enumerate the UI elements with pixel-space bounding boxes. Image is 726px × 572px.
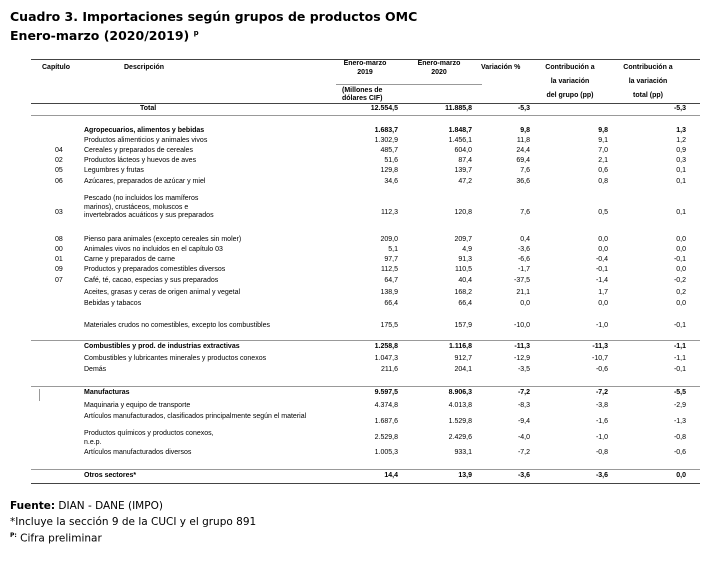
row-value-2020: 1.116,8 [449, 343, 472, 350]
row-contrib-total: 1,2 [676, 137, 686, 144]
row-contrib-total: -0,1 [673, 322, 686, 329]
title-superscript: p [193, 28, 199, 37]
header-2019-a: Enero-marzo [343, 60, 387, 67]
row-value-2019: 1.047,3 [374, 355, 398, 362]
row-contrib-total: -2,9 [673, 402, 686, 409]
row-value-2019: 129,8 [380, 167, 398, 174]
row-contrib-grupo: 0,0 [598, 236, 608, 243]
row-contrib-grupo: 0,5 [598, 209, 608, 216]
row-value-2020: 8.906,3 [448, 389, 472, 396]
row-descripcion: Combustibles y prod. de industrias extractivas [84, 343, 240, 350]
row-contrib-total: 0,0 [676, 472, 686, 479]
row-value-2019: 9.597,5 [374, 389, 398, 396]
header-contrib-total-c: total (pp) [633, 92, 663, 99]
total-variacion: -5,3 [517, 105, 530, 112]
row-value-2019: 5,1 [388, 246, 398, 253]
row-capitulo: 07 [55, 277, 63, 284]
row-descripcion: Productos químicos y productos conexos, n.e.p. [84, 430, 214, 446]
row-value-2019: 175,5 [380, 322, 398, 329]
row-descripcion: Materiales crudos no comestibles, excepto los combustibles [84, 322, 270, 329]
row-contrib-total: 0,1 [676, 178, 686, 185]
section-rule [31, 340, 700, 341]
row-capitulo: 02 [55, 157, 63, 164]
row-variacion: 21,1 [516, 289, 530, 296]
row-value-2019: 112,5 [381, 266, 398, 273]
row-contrib-grupo: 7,0 [598, 147, 608, 154]
footer-prelim-sup: P: [10, 532, 17, 539]
row-descripcion: Demás [84, 366, 107, 373]
row-capitulo: 03 [55, 209, 63, 216]
header-capitulo: Capítulo [42, 64, 70, 71]
header-units-rule [336, 84, 482, 85]
row-descripcion: Agropecuarios, alimentos y bebidas [84, 127, 205, 134]
row-capitulo: 06 [55, 178, 63, 185]
row-contrib-grupo: -1,6 [595, 418, 608, 425]
footer-note: *Incluye la sección 9 de la CUCI y el grupo 891 [10, 516, 257, 528]
table-title [10, 9, 417, 24]
row-descripcion: Legumbres y frutas [84, 167, 144, 174]
row-variacion: 69,4 [516, 157, 530, 164]
header-units-b: dólares CIF) [342, 95, 383, 102]
row-value-2019: 66,4 [384, 300, 398, 307]
row-value-2020: 204,1 [454, 366, 472, 373]
row-contrib-grupo: 9,8 [598, 127, 608, 134]
row-contrib-total: 0,0 [676, 300, 686, 307]
row-variacion: -7,2 [517, 449, 530, 456]
row-contrib-total: 1,3 [676, 127, 686, 134]
row-variacion: -37,5 [514, 277, 530, 284]
row-contrib-total: -1,3 [673, 418, 686, 425]
row-descripcion: Productos y preparados comestibles diversos [84, 266, 226, 273]
row-variacion: 11,8 [516, 137, 530, 144]
row-descripcion: Artículos manufacturados, clasificados principalmente según el material [84, 413, 307, 420]
row-contrib-total: -5,5 [673, 389, 686, 396]
row-value-2020: 1.848,7 [448, 127, 472, 134]
row-contrib-grupo: -0,1 [595, 266, 608, 273]
row-variacion: -3,5 [517, 366, 530, 373]
row-contrib-total: 0,1 [676, 167, 686, 174]
row-contrib-total: -1,1 [673, 355, 686, 362]
title-line-2: Enero-marzo (2020/2019) [10, 28, 190, 43]
section-rule [31, 386, 700, 387]
row-value-2020: 91,3 [458, 256, 472, 263]
row-variacion: -3,6 [517, 246, 530, 253]
row-value-2019: 2.529,8 [374, 434, 398, 441]
header-2020-a: Enero-marzo [417, 60, 461, 67]
row-value-2019: 4.374,8 [374, 402, 398, 409]
row-contrib-grupo: 9,1 [598, 137, 608, 144]
row-contrib-grupo: -10,7 [592, 355, 608, 362]
row-value-2020: 209,7 [454, 236, 472, 243]
row-variacion: 24,4 [516, 147, 530, 154]
row-value-2020: 168,2 [454, 289, 472, 296]
row-variacion: -7,2 [517, 389, 530, 396]
row-contrib-total: 0,0 [676, 266, 686, 273]
row-capitulo: 08 [55, 236, 63, 243]
header-contrib-grupo-c: del grupo (pp) [546, 92, 594, 99]
total-label: Total [140, 105, 157, 112]
row-contrib-grupo: -1,0 [595, 322, 608, 329]
header-variacion: Variación % [481, 64, 521, 71]
row-variacion: -10,0 [514, 322, 530, 329]
row-variacion: 7,6 [520, 167, 530, 174]
row-variacion: -6,6 [517, 256, 530, 263]
row-contrib-total: 0,1 [676, 209, 686, 216]
footer-prelim-text: Cifra preliminar [16, 532, 102, 545]
row-contrib-grupo: 0,0 [598, 300, 608, 307]
header-contrib-grupo-b: la variación [550, 78, 590, 85]
row-value-2019: 112,3 [381, 209, 398, 216]
title-line-1: Cuadro 3. Importaciones según grupos de productos OMC [10, 9, 418, 24]
row-contrib-grupo: -0,6 [595, 366, 608, 373]
row-value-2020: 40,4 [458, 277, 472, 284]
row-value-2019: 64,7 [384, 277, 398, 284]
row-contrib-grupo: -0,4 [595, 256, 608, 263]
table-subtitle [10, 28, 199, 43]
row-value-2019: 211,6 [381, 366, 398, 373]
row-value-2019: 34,6 [384, 178, 398, 185]
row-descripcion: Productos lácteos y huevos de aves [84, 157, 197, 164]
row-contrib-grupo: -11,3 [592, 343, 608, 350]
row-value-2019: 1.005,3 [374, 449, 398, 456]
row-value-2020: 47,2 [458, 178, 472, 185]
row-value-2019: 1.683,7 [374, 127, 398, 134]
footer-source-text: DIAN - DANE (IMPO) [55, 500, 163, 512]
row-value-2020: 120,8 [454, 209, 472, 216]
row-variacion: -11,3 [514, 343, 530, 350]
row-variacion: 0,0 [520, 300, 530, 307]
row-value-2019: 14,4 [384, 472, 398, 479]
row-marker [39, 389, 40, 401]
section-rule [31, 483, 700, 484]
header-contrib-total-a: Contribución a [623, 64, 673, 71]
row-descripcion: Bebidas y tabacos [84, 300, 142, 307]
footer-source [10, 500, 163, 512]
row-value-2020: 1.529,8 [448, 418, 472, 425]
row-descripcion: Cereales y preparados de cereales [84, 147, 193, 154]
row-variacion: -9,4 [517, 418, 530, 425]
row-contrib-grupo: -3,8 [595, 402, 608, 409]
row-value-2020: 4,9 [462, 246, 472, 253]
row-contrib-grupo: 1,7 [598, 289, 608, 296]
total-contrib-total: -5,3 [673, 105, 686, 112]
row-descripcion: Manufacturas [84, 389, 130, 396]
row-value-2020: 933,1 [454, 449, 472, 456]
row-variacion: 7,6 [520, 209, 530, 216]
row-variacion: -12,9 [514, 355, 530, 362]
total-2019: 12.554,5 [370, 105, 398, 112]
row-descripcion: Carne y preparados de carne [84, 256, 176, 263]
row-variacion: -3,6 [517, 472, 530, 479]
row-value-2019: 51,6 [384, 157, 398, 164]
footer-prelim [10, 532, 102, 545]
row-contrib-total: 0,0 [676, 246, 686, 253]
header-units-a: (Millones de [342, 87, 383, 94]
row-variacion: 0,4 [520, 236, 530, 243]
row-descripcion: Café, té, cacao, especias y sus preparados [84, 277, 219, 284]
header-contrib-grupo-a: Contribución a [545, 64, 595, 71]
row-value-2019: 209,0 [380, 236, 398, 243]
row-value-2020: 2.429,6 [448, 434, 472, 441]
row-contrib-grupo: -1,4 [595, 277, 608, 284]
row-variacion: 36,6 [516, 178, 530, 185]
row-value-2020: 4.013,8 [448, 402, 472, 409]
header-descripcion: Descripción [124, 64, 165, 71]
row-contrib-total: 0,9 [676, 147, 686, 154]
row-value-2019: 1.258,8 [374, 343, 398, 350]
section-rule [31, 469, 700, 470]
row-value-2020: 157,9 [454, 322, 472, 329]
row-value-2020: 912,7 [454, 355, 472, 362]
row-descripcion: Aceites, grasas y ceras de origen animal y vegetal [84, 289, 241, 296]
row-variacion: -1,7 [517, 266, 530, 273]
row-contrib-total: -1,1 [673, 343, 686, 350]
header-2019-b: 2019 [357, 69, 373, 76]
row-value-2019: 485,7 [380, 147, 398, 154]
row-value-2020: 604,0 [454, 147, 472, 154]
row-contrib-total: 0,3 [676, 157, 686, 164]
row-contrib-grupo: -3,6 [595, 472, 608, 479]
row-contrib-total: -0,2 [673, 277, 686, 284]
row-contrib-total: 0,2 [676, 289, 686, 296]
row-descripcion: Otros sectores* [84, 472, 137, 479]
row-contrib-total: -0,1 [673, 256, 686, 263]
row-descripcion: Maquinaria y equipo de transporte [84, 402, 191, 409]
row-descripcion: Azúcares, preparados de azúcar y miel [84, 178, 206, 185]
row-descripcion: Pienso para animales (excepto cereales sin moler) [84, 236, 242, 243]
row-contrib-total: -0,8 [673, 434, 686, 441]
row-capitulo: 04 [55, 147, 63, 154]
row-variacion: 9,8 [520, 127, 530, 134]
total-2020: 11.885,8 [445, 105, 472, 112]
header-2020-b: 2020 [431, 69, 447, 76]
row-contrib-grupo: 0,8 [598, 178, 608, 185]
footer-source-label: Fuente: [10, 500, 56, 512]
row-value-2020: 13,9 [458, 472, 472, 479]
row-contrib-grupo: 0,0 [598, 246, 608, 253]
total-bottom-rule [31, 115, 700, 116]
row-value-2020: 87,4 [458, 157, 472, 164]
row-variacion: -4,0 [517, 434, 530, 441]
row-contrib-total: -0,1 [673, 366, 686, 373]
row-descripcion: Pescado (no incluidos los mamíferos marinos), crustáceos, moluscos e invertebrados acuáticos y sus preparados [84, 195, 214, 219]
row-value-2019: 138,9 [380, 289, 398, 296]
row-variacion: -8,3 [517, 402, 530, 409]
row-value-2019: 97,7 [384, 256, 398, 263]
row-contrib-total: -0,6 [673, 449, 686, 456]
row-contrib-grupo: -7,2 [595, 389, 608, 396]
header-contrib-total-b: la variación [628, 78, 668, 85]
row-descripcion: Combustibles y lubricantes minerales y productos conexos [84, 355, 267, 362]
row-descripcion: Productos alimenticios y animales vivos [84, 137, 208, 144]
row-contrib-grupo: 2,1 [598, 157, 608, 164]
row-value-2019: 1.302,9 [374, 137, 398, 144]
row-value-2019: 1.687,6 [374, 418, 398, 425]
row-contrib-grupo: -1,0 [595, 434, 608, 441]
row-contrib-grupo: -0,8 [595, 449, 608, 456]
row-descripcion: Artículos manufacturados diversos [84, 449, 192, 456]
row-value-2020: 66,4 [458, 300, 472, 307]
row-capitulo: 00 [55, 246, 63, 253]
row-value-2020: 139,7 [454, 167, 472, 174]
row-descripcion: Animales vivos no incluidos en el capítulo 03 [84, 246, 223, 253]
row-contrib-grupo: 0,6 [598, 167, 608, 174]
row-value-2020: 1.456,1 [448, 137, 472, 144]
row-contrib-total: 0,0 [676, 236, 686, 243]
row-value-2020: 110,5 [455, 266, 472, 273]
row-capitulo: 01 [55, 256, 63, 263]
row-capitulo: 05 [55, 167, 63, 174]
row-capitulo: 09 [55, 266, 63, 273]
